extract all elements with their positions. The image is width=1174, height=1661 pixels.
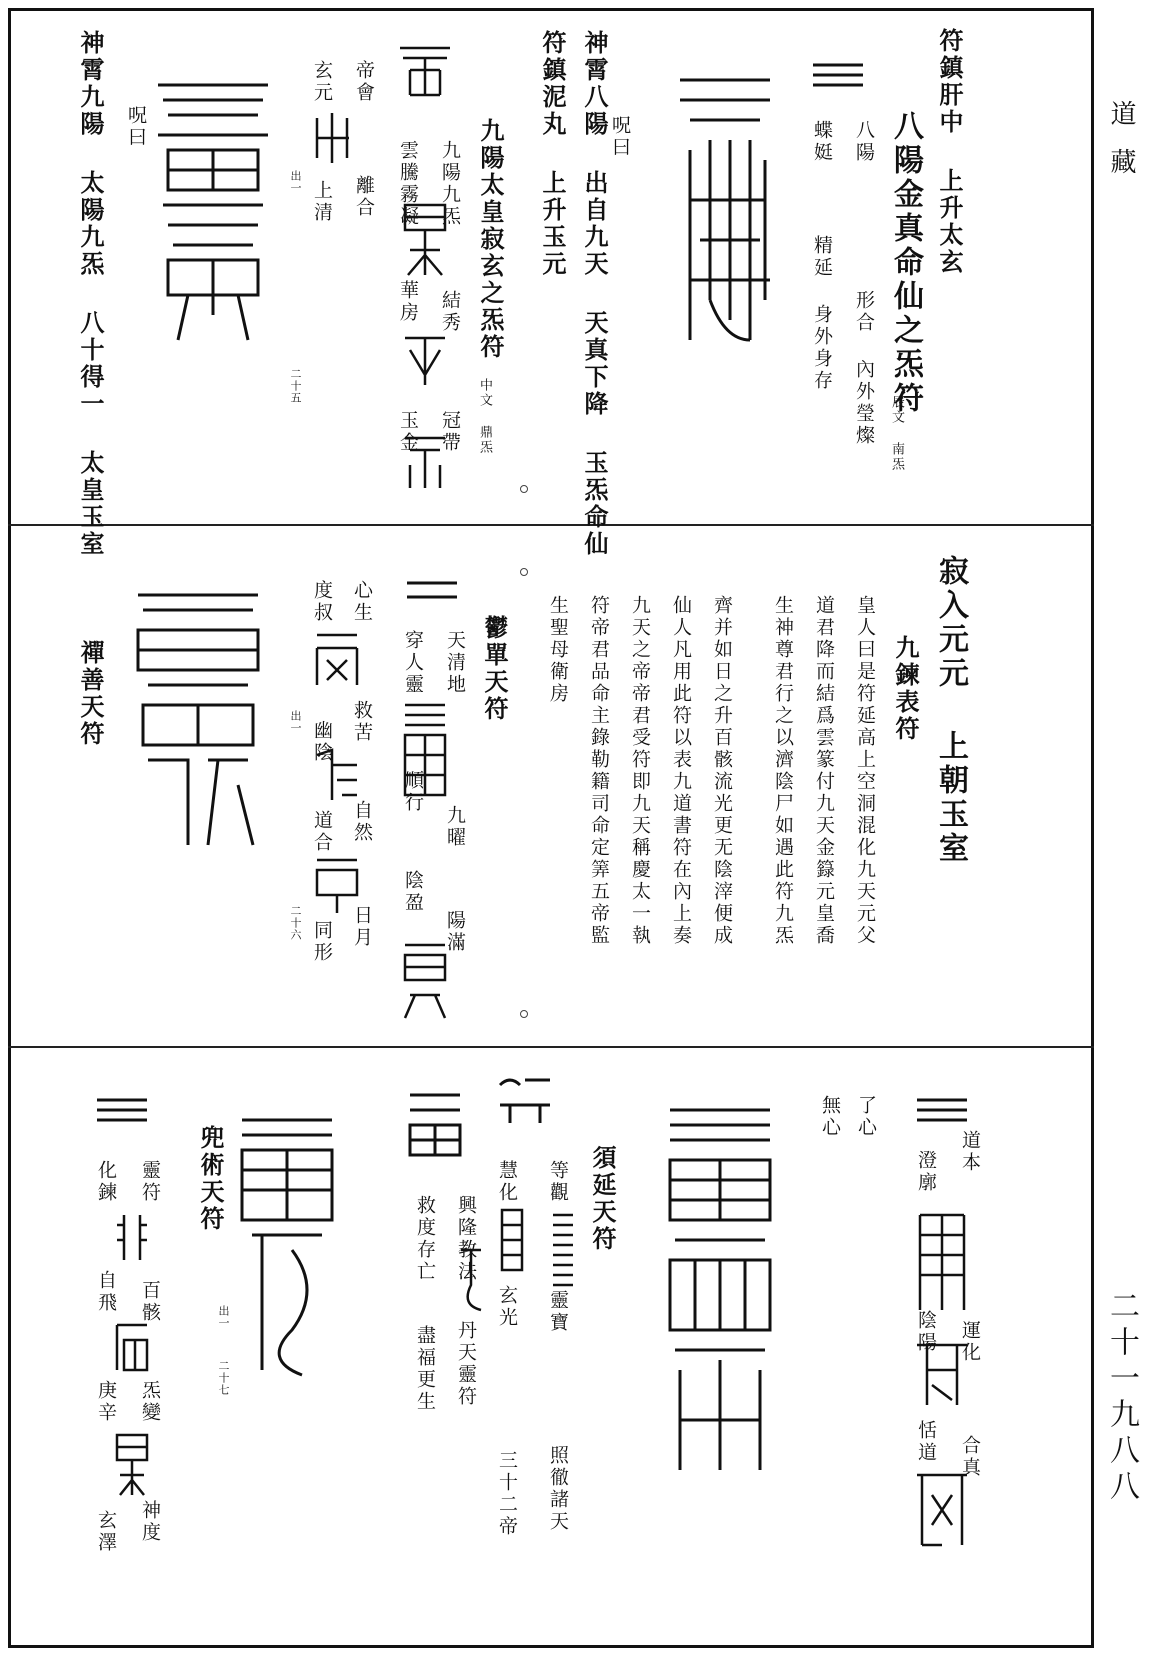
b-e5: 化鍊 [95, 1160, 117, 1204]
page-number: 二十一九八八 [1104, 1290, 1139, 1506]
seal-glyph-b-mid [400, 200, 450, 280]
mid-g4: 穿人靈 [402, 630, 424, 696]
b-e8: 玄澤 [95, 1510, 117, 1554]
seal-glyph-bottom-3 [912, 1470, 972, 1550]
mid-text-3: 生神尊君行之以濟陰尸如遇此符九炁 [772, 595, 794, 947]
seal-glyph-b-small [312, 108, 354, 168]
incantation-a: 神霄八陽 出自九天 天真下降 玉炁命仙 [580, 30, 609, 558]
seal-glyph-mid-5 [312, 855, 362, 915]
seal-glyph-mid-3 [312, 630, 362, 690]
seal-talisman-bottom-large [660, 1100, 780, 1480]
seal-glyph-bottom-top [912, 1095, 972, 1125]
b-d3: 照徹諸天 [547, 1445, 569, 1533]
glyph-label-a4: 精延 身外身存 [811, 235, 833, 392]
page-mark-mid-a: 出一 [289, 710, 302, 734]
mid-g10: 日月 [351, 905, 373, 949]
mid-text-4: 齊并如日之升百骸流光更无陰滓便成 [711, 595, 733, 947]
seal-glyph-bottom-2 [912, 1340, 972, 1410]
glyph-label-a: 八陽 [853, 120, 875, 164]
mid-g7: 心生 [351, 580, 373, 624]
book-title: 道藏 [1106, 100, 1136, 196]
b-e7: 庚辛 [95, 1380, 117, 1424]
seal-glyph-bottom-5 [405, 1090, 465, 1160]
glyph-b-1: 九陽九炁 [439, 140, 461, 228]
punch-hole-mid-a [520, 568, 528, 576]
b-c6: 澄廓 [915, 1150, 937, 1194]
b-d7: 興隆教法 [455, 1195, 477, 1283]
seal-talisman-bottom-mid [232, 1110, 342, 1380]
seal-glyph-b-low [400, 330, 450, 390]
b-d2: 靈寶 [547, 1290, 569, 1334]
glyph-b-3: 冠帶 [439, 410, 461, 454]
b-d1: 等觀 [547, 1160, 569, 1204]
mid-text-1: 皇人曰是符延高上空洞混化九天元父 [854, 595, 876, 947]
b-c4: 運化 [959, 1320, 981, 1364]
seal-glyph-mid-1 [400, 700, 450, 810]
b-d10: 盡福更生 [414, 1325, 436, 1413]
zhou-label: 呪曰 [609, 115, 631, 159]
b-d4: 慧化 [496, 1160, 518, 1204]
mid-text-5: 仙人凡用此符以表九道書符在內上奏 [670, 595, 692, 947]
b-c2: 無心 [819, 1095, 841, 1139]
mid-text-2: 道君降而結爲雲篆付九天金籙元皇喬 [813, 595, 835, 947]
mid-g8: 救苦 [351, 700, 373, 744]
seal-glyph-bottom-9 [92, 1095, 152, 1125]
punch-hole-top [520, 485, 528, 493]
mid-text-8: 生聖母衛房 [547, 595, 569, 705]
page-mark-bottom-b: 二十七 [217, 1360, 230, 1396]
talisman-title-b: 九陽太皇寂玄之炁符 [476, 118, 505, 361]
seal-glyph-b-bottom [400, 430, 450, 490]
b-e3: 炁變 [139, 1380, 161, 1424]
glyph-label-a3: 蝶娗 [811, 120, 833, 164]
mid-g9: 自然 [351, 800, 373, 844]
glyph-b-6: 玉金 [397, 410, 419, 454]
seal-glyph-b-top [395, 40, 455, 100]
zhou-label-2: 呪曰 [125, 105, 147, 149]
glyph-b-5: 華房 [397, 280, 419, 324]
page-mark-mid-b: 二十六 [289, 905, 302, 941]
seal-glyph-bottom-11 [112, 1320, 152, 1375]
glyph-label-a2: 形合 內外瑩燦 [853, 290, 875, 447]
mid-g14: 度叔 [311, 580, 333, 624]
b-c1: 了心 [855, 1095, 877, 1139]
mid-g13: 同形 [311, 920, 333, 964]
seal-talisman-top-large [670, 40, 780, 360]
seal-glyph-mid-2 [400, 940, 450, 1020]
b-e2: 百骸 [139, 1280, 161, 1324]
mid-g3: 陽滿 [444, 910, 466, 954]
mid-g6: 陰盈 [402, 870, 424, 914]
mid-g12: 道合 [311, 810, 333, 854]
b-d6: 三十二帝 [496, 1450, 518, 1538]
b-c8: 恬道 [915, 1420, 937, 1464]
mid-subtitle: 九鍊表符 [891, 635, 920, 743]
b-e4: 神度 [139, 1500, 161, 1544]
seal-glyph-bottom-7 [497, 1205, 527, 1275]
b-c5: 合真 [959, 1435, 981, 1479]
band-divider-top [8, 524, 1094, 526]
page-mark-top-a: 出一 [289, 170, 302, 194]
mid-text-7: 符帝君品命主錄勒籍司命定筭五帝監 [588, 595, 610, 947]
seal-glyph-bottom-8 [456, 1245, 486, 1315]
talisman-title-a: 八陽金真命仙之炁符 [888, 110, 923, 416]
b-subtitle-2: 兜術天符 [196, 1125, 225, 1233]
b-d5: 玄光 [496, 1285, 518, 1329]
mid-text-6: 九天之帝帝君受符即九天稱慶太一執 [629, 595, 651, 947]
note-b: 中文 鼎炁 [477, 378, 492, 455]
b-d9: 救度存亡 [414, 1195, 436, 1283]
mid-g1: 天清地 [444, 630, 466, 696]
incantation-c: 神霄九陽 太陽九炁 八十得一 太皇玉室 [76, 30, 105, 558]
seal-glyph-bottom-12 [112, 1430, 152, 1500]
b-c3: 道本 [959, 1130, 981, 1174]
glyph-b-9: 玄元 [311, 60, 333, 104]
column-title: 符鎮肝中 上升太玄 [935, 28, 964, 276]
band-divider-bottom [8, 1046, 1094, 1048]
glyph-b-10: 上清 [311, 180, 333, 224]
seal-glyph-mid-top [402, 575, 462, 605]
glyph-b-2: 結秀 [439, 290, 461, 334]
glyph-b-7: 帝會 [353, 60, 375, 104]
seal-glyph-small-a [808, 60, 868, 90]
mid-subtitle-2: 鬱單天符 [480, 615, 509, 723]
punch-hole-mid-b [520, 1010, 528, 1018]
page-mark-top-b: 二十五 [289, 368, 302, 404]
seal-talisman-top-left [148, 75, 278, 355]
mid-g11: 幽陰 [311, 720, 333, 764]
glyph-b-8: 離合 [353, 175, 375, 219]
mid-g5: 順行 [402, 770, 424, 814]
seal-glyph-mid-4 [312, 745, 362, 805]
glyph-b-4: 雲騰霧凝 [397, 140, 419, 228]
seal-glyph-bottom-10 [112, 1210, 152, 1265]
b-c7: 陰陽 [915, 1310, 937, 1354]
mid-title: 寂入元元 上朝玉室 [933, 555, 968, 866]
incantation-b: 符鎮泥丸 上升玉元 [538, 30, 567, 278]
note-a: 辰文 南炁 [889, 395, 904, 472]
b-d8: 丹天靈符 [455, 1320, 477, 1408]
seal-talisman-mid-left [128, 585, 268, 855]
page-mark-bottom-a: 出一 [217, 1305, 230, 1329]
mid-subtitle-3: 禪善天符 [76, 640, 105, 748]
seal-glyph-bottom-4 [495, 1075, 555, 1125]
b-e1: 靈符 [139, 1160, 161, 1204]
mid-g2: 九曜 [444, 805, 466, 849]
seal-glyph-bottom-6 [548, 1210, 578, 1290]
seal-glyph-bottom-1 [912, 1210, 972, 1320]
b-e6: 自飛 [95, 1270, 117, 1314]
b-subtitle-1: 須延天符 [588, 1145, 617, 1253]
